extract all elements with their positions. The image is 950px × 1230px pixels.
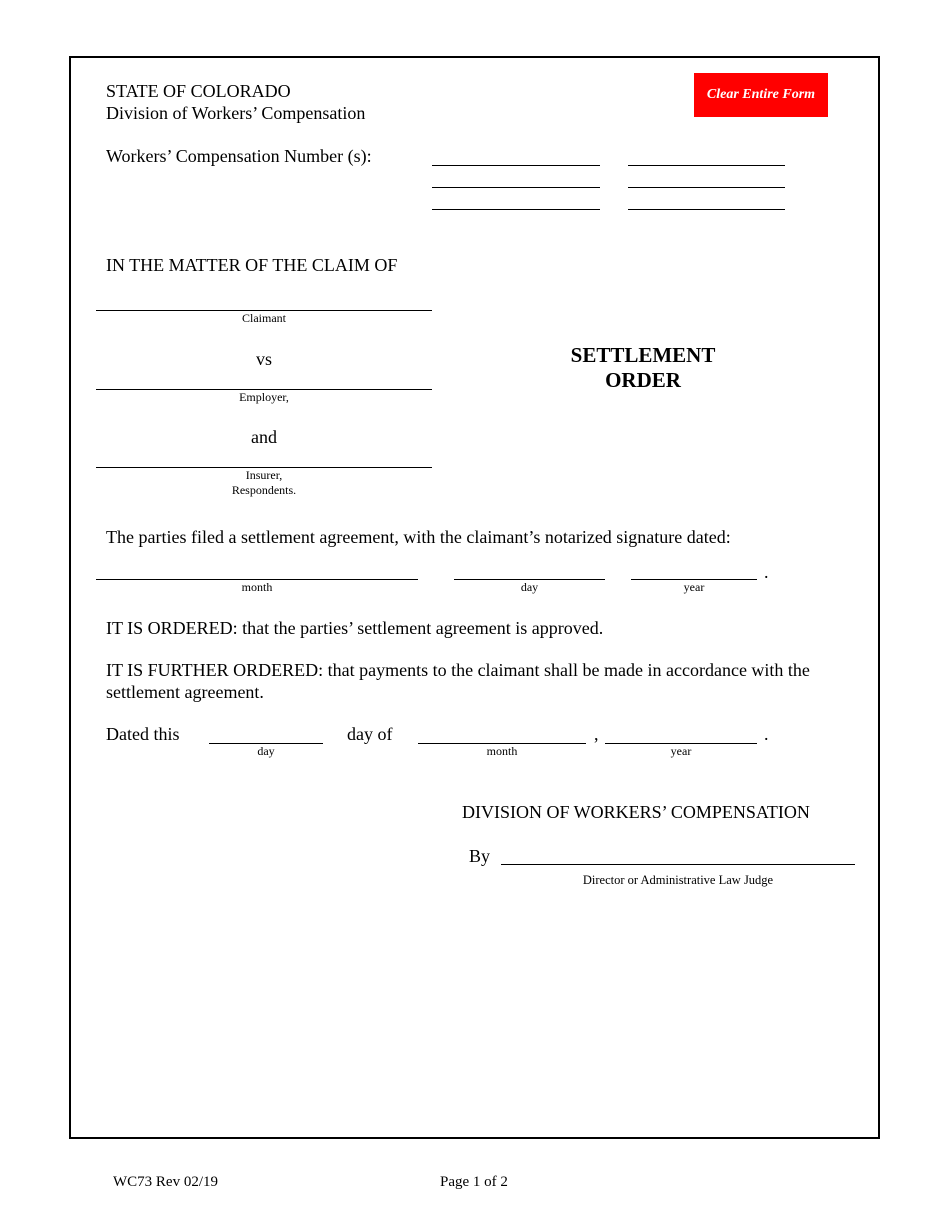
page-number: Page 1 of 2 bbox=[440, 1174, 508, 1190]
title-line-1: SETTLEMENT bbox=[570, 343, 716, 367]
agreement-period: . bbox=[764, 562, 769, 582]
vs-text: vs bbox=[255, 349, 272, 369]
by-label: By bbox=[469, 846, 491, 866]
wc-number-field-2[interactable] bbox=[628, 165, 785, 166]
dated-comma: , bbox=[594, 724, 599, 744]
agreement-month-caption: month bbox=[241, 580, 273, 594]
division-heading: Division of Workers’ Compensation bbox=[106, 103, 366, 123]
agreement-text: The parties filed a settlement agreement, with the claimant’s notarized signature dated: bbox=[106, 527, 731, 547]
respondents-caption: Respondents. bbox=[231, 483, 297, 497]
signature-org: DIVISION OF WORKERS’ COMPENSATION bbox=[462, 802, 810, 822]
further-ordered-line-2: settlement agreement. bbox=[106, 682, 264, 702]
title-line-2: ORDER bbox=[605, 368, 681, 392]
day-of-label: day of bbox=[347, 724, 393, 744]
dated-period: . bbox=[764, 724, 769, 744]
wc-number-field-3[interactable] bbox=[432, 187, 600, 188]
dated-this-label: Dated this bbox=[106, 724, 180, 744]
wc-number-field-6[interactable] bbox=[628, 209, 785, 210]
wc-number-label: Workers’ Compensation Number (s): bbox=[106, 146, 372, 166]
dated-day-caption: day bbox=[257, 744, 275, 758]
and-text: and bbox=[251, 427, 277, 447]
agreement-year-caption: year bbox=[683, 580, 705, 594]
clear-form-button[interactable]: Clear Entire Form bbox=[694, 73, 828, 117]
signature-field[interactable] bbox=[501, 864, 855, 865]
ordered-text: IT IS ORDERED: that the parties’ settlement agreement is approved. bbox=[106, 618, 604, 638]
dated-year-caption: year bbox=[670, 744, 692, 758]
further-ordered-line-1: IT IS FURTHER ORDERED: that payments to the claimant shall be made in accordance with the bbox=[106, 660, 810, 680]
form-border bbox=[69, 56, 880, 1139]
agreement-day-caption: day bbox=[520, 580, 539, 594]
state-heading: STATE OF COLORADO bbox=[106, 81, 291, 101]
claimant-caption: Claimant bbox=[242, 311, 286, 325]
dated-month-caption: month bbox=[486, 744, 518, 758]
wc-number-field-1[interactable] bbox=[432, 165, 600, 166]
signature-caption: Director or Administrative Law Judge bbox=[582, 873, 774, 887]
employer-caption: Employer, bbox=[239, 390, 289, 404]
wc-number-field-5[interactable] bbox=[432, 209, 600, 210]
insurer-caption: Insurer, bbox=[245, 468, 283, 482]
document-title bbox=[543, 343, 743, 393]
form-id: WC73 Rev 02/19 bbox=[113, 1174, 218, 1190]
wc-number-field-4[interactable] bbox=[628, 187, 785, 188]
claim-heading: IN THE MATTER OF THE CLAIM OF bbox=[106, 255, 398, 275]
